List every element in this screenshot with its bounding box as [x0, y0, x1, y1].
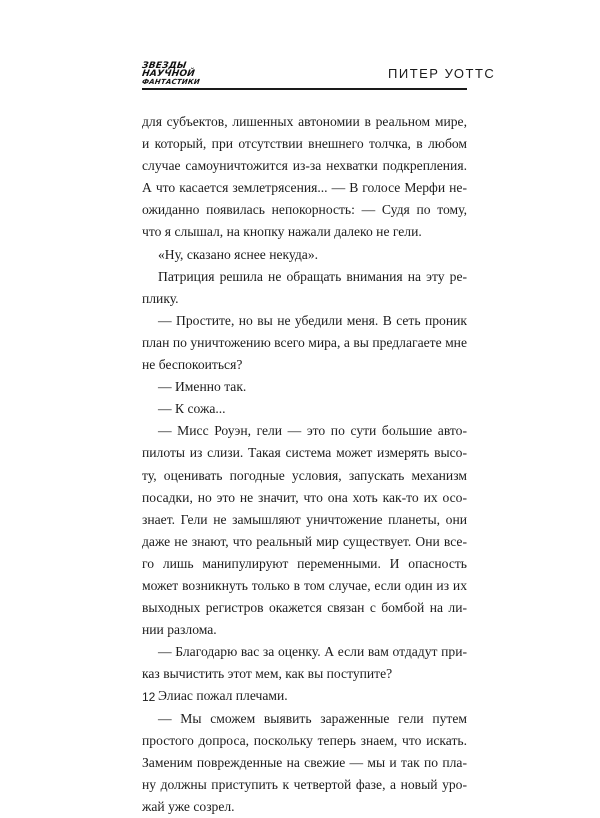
text-line: для субъектов, лишенных автономии в реальном мире, [142, 114, 467, 129]
text-line: ожиданно появилась непокорность: — Судя по тому, [142, 202, 467, 218]
text-line: не беспокоиться? [142, 357, 243, 373]
text-line: А что касается землетрясения... — В голосе Мерфи не- [142, 180, 467, 196]
text-line: — Простите, но вы не убедили меня. В сеть проник [158, 312, 467, 328]
text-line: — Именно так. [158, 379, 247, 395]
page-number: 12 [142, 690, 156, 704]
series-logo [142, 62, 204, 86]
text-line: ну должны приступить к четвертой фазе, а новый уро- [142, 776, 467, 792]
text-line: план по уничтожению всего мира, а вы предлагаете мне [142, 334, 467, 350]
header-rule [142, 88, 467, 90]
text-line: го лишь манипулируют переменными. И опасность [142, 555, 467, 571]
text-line: простого допроса, поскольку теперь знаем, что искать. [142, 732, 467, 748]
series-logo-line-3: ФАНТАСТИКИ [141, 78, 201, 86]
text-line: — Мы сможем выявить зараженные гели путем [158, 710, 467, 726]
text-line: Патриция решила не обращать внимания на эту ре- [158, 268, 467, 284]
text-line: что я слышал, на кнопку нажали далеко не гели. [142, 224, 422, 240]
text-line: «Ну, сказано яснее некуда». [158, 246, 319, 262]
text-line: случае самоуничтожится из-за нехватки подкрепления. [142, 158, 467, 174]
text-line: нии разлома. [142, 622, 217, 638]
series-logo-line-2: НАУЧНОЙ [141, 69, 196, 79]
text-line: выходных регистров окажется связан с бомбой на ли- [142, 600, 467, 616]
text-line: — К сожа... [158, 401, 226, 417]
body-text [142, 111, 467, 818]
text-line: пилоты из слизи. Такая система может измерять высо- [142, 445, 467, 461]
text-line: плику. [142, 290, 179, 306]
text-line: — Мисс Роуэн, гели — это по сути большие авто- [158, 423, 467, 439]
text-line: может возникнуть только в том случае, если один из их [142, 577, 467, 593]
text-line: знает. Гели не замышляют уничтожение планеты, они [142, 511, 467, 527]
series-logo-line-1: ЗВЕЗДЫ [141, 61, 188, 71]
text-line: Заменим поврежденные на свежие — мы и так по пла- [142, 754, 467, 770]
text-line: Элиас пожал плечами. [158, 688, 288, 704]
running-header-author: ПИТЕР УОТТС [388, 66, 496, 81]
text-line: и который, при отсутствии внешнего толчка, в любом [142, 136, 467, 152]
text-line: даже не знают, что реальный мир существует. Они все- [142, 533, 467, 549]
text-line: ту, оценивать погодные условия, запускать механизм [142, 467, 467, 483]
text-line: — Благодарю вас за оценку. А если вам отдадут при- [158, 644, 467, 660]
text-line: посадки, но это не значит, что она хоть как-то их осо- [142, 489, 467, 505]
text-line: жай уже созрел. [142, 798, 235, 814]
text-line: каз вычистить этот мем, как вы поступите? [142, 666, 393, 682]
